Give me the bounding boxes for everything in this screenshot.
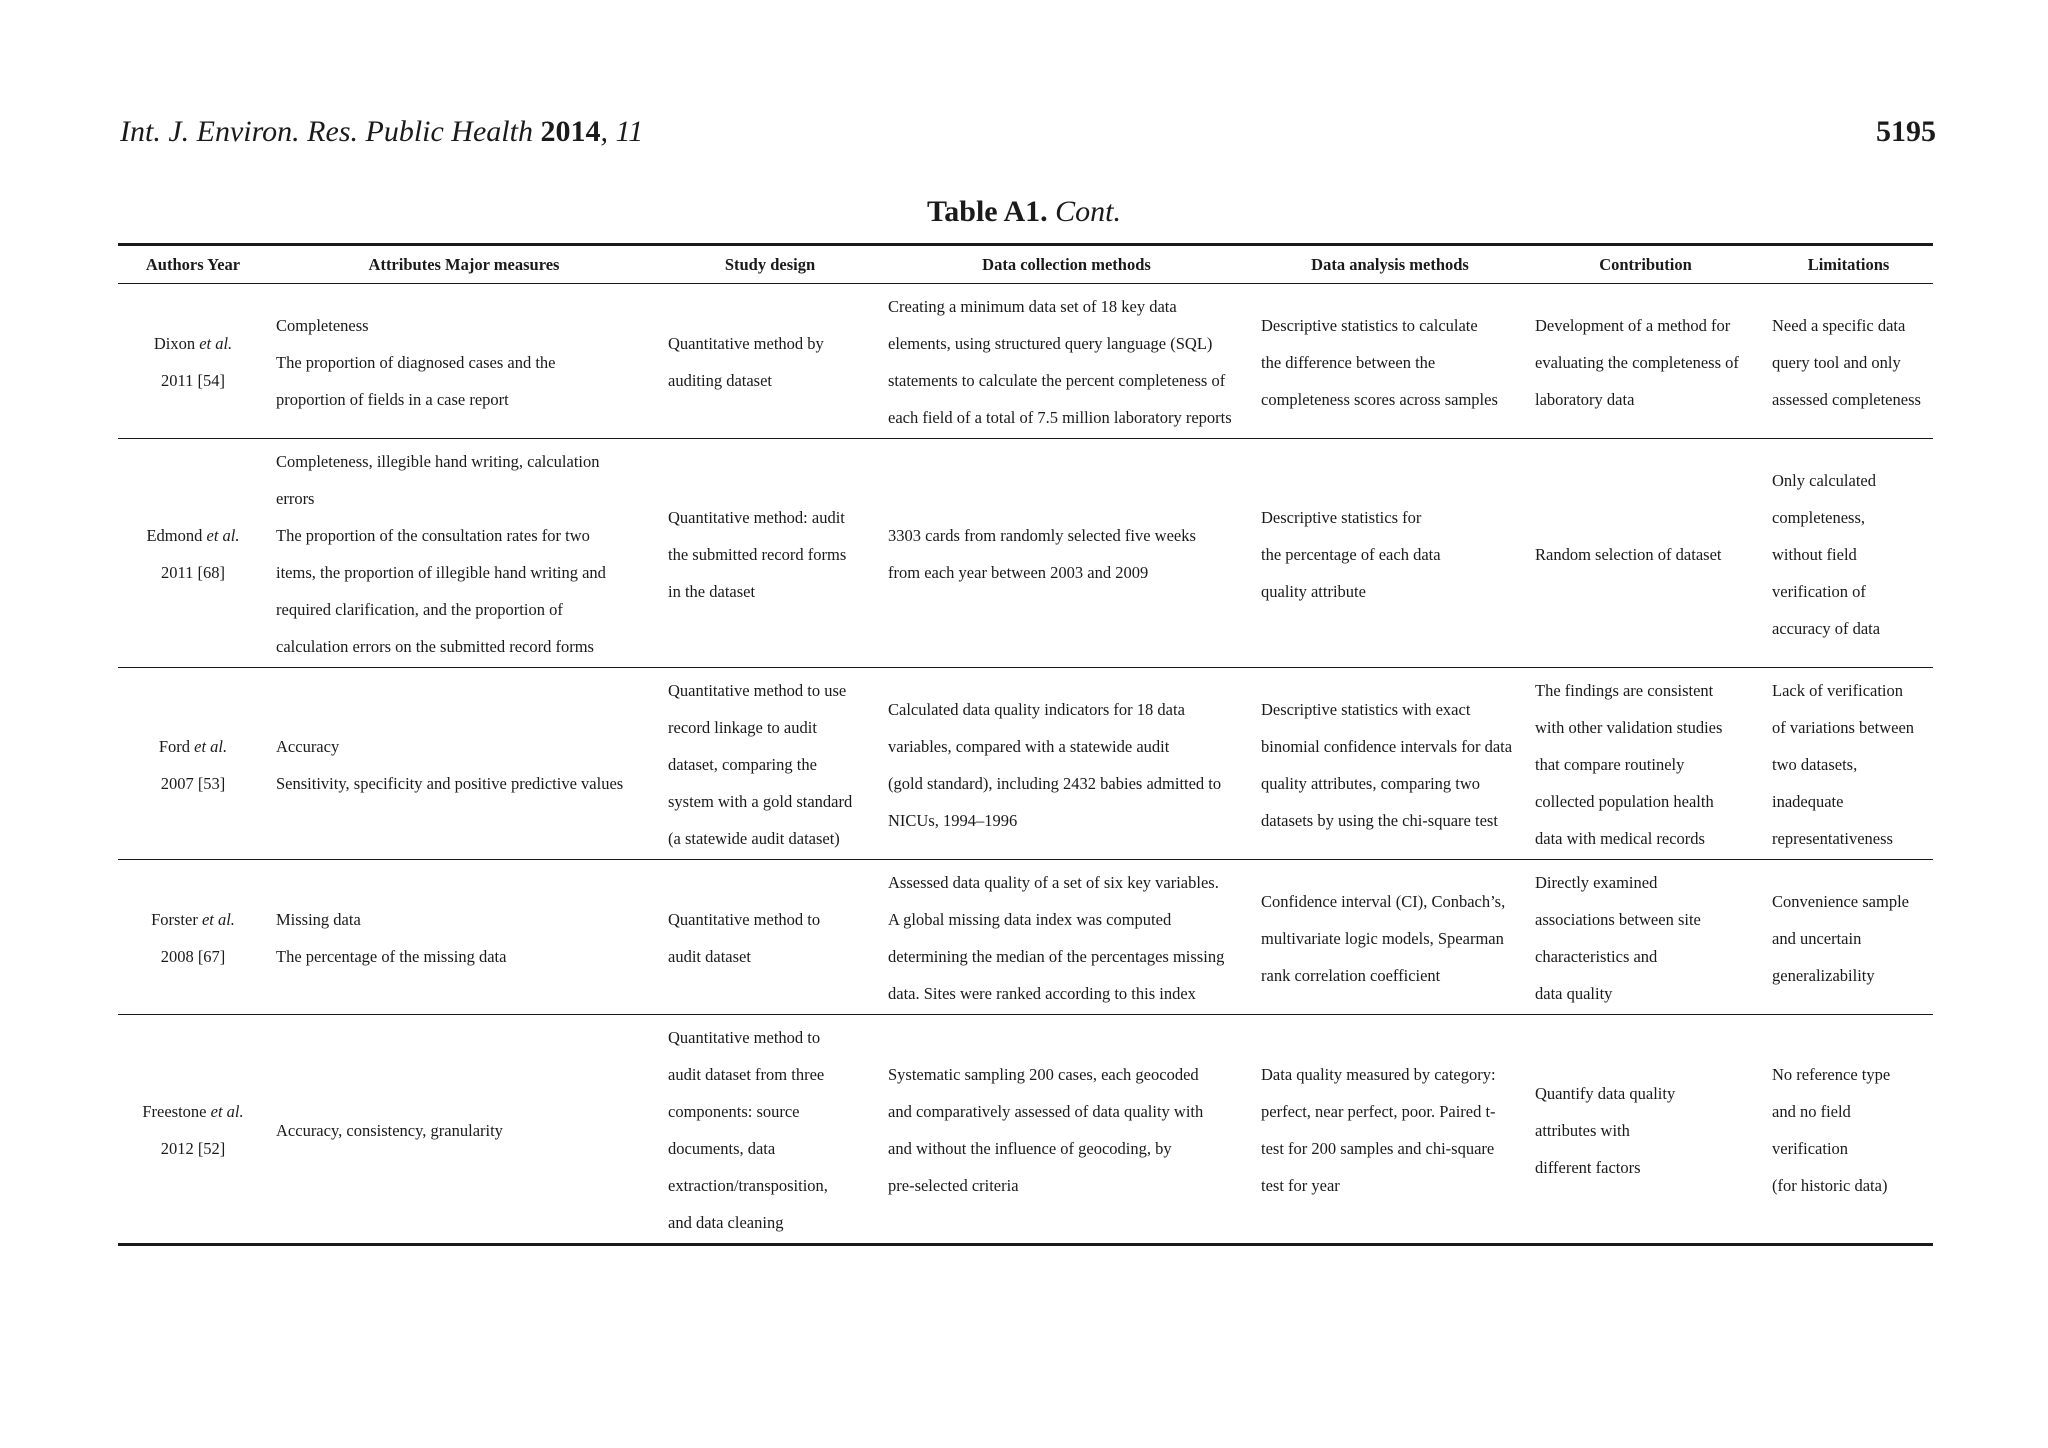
contribution-line: collected population health xyxy=(1535,792,1714,811)
design-line: and data cleaning xyxy=(668,1213,784,1232)
collection-line: NICUs, 1994–1996 xyxy=(888,810,1018,830)
contribution-cell xyxy=(1527,284,1764,439)
author-name: Ford xyxy=(158,736,191,756)
limitations-cell xyxy=(1764,1015,1933,1245)
author-cell xyxy=(118,284,268,439)
analysis-line: Descriptive statistics for xyxy=(1261,507,1422,527)
contribution-line: The findings are consistent xyxy=(1535,681,1714,700)
author-etal: et al. xyxy=(206,526,240,545)
design-line: Quantitative method to use xyxy=(668,681,847,700)
author-etal: et al. xyxy=(210,1102,244,1121)
contribution-line: laboratory data xyxy=(1535,389,1635,409)
analysis-cell xyxy=(1253,668,1527,860)
attributes-line: Accuracy xyxy=(276,736,340,756)
collection-line: Creating a minimum data set of 18 key data xyxy=(888,297,1177,316)
author-name: Forster xyxy=(151,910,198,929)
design-line: dataset, comparing the xyxy=(668,755,817,774)
table-header-row xyxy=(118,245,1933,284)
limitations-line: two datasets, xyxy=(1772,755,1858,774)
analysis-line: rank correlation coefficient xyxy=(1261,965,1441,985)
limitations-line: without field xyxy=(1772,544,1857,564)
author-name: Freestone xyxy=(142,1102,207,1121)
table-row xyxy=(118,668,1933,860)
contribution-cell xyxy=(1527,668,1764,860)
table-row xyxy=(118,439,1933,668)
author-cell xyxy=(118,1015,268,1245)
limitations-line: and uncertain xyxy=(1772,928,1862,948)
analysis-line: multivariate logic models, Spearman xyxy=(1261,928,1504,948)
analysis-line: quality attributes, comparing two xyxy=(1261,773,1481,793)
design-cell xyxy=(660,439,880,668)
analysis-cell xyxy=(1253,284,1527,439)
attributes-cell xyxy=(268,439,660,668)
collection-line: data. Sites were ranked according to this index xyxy=(888,984,1196,1003)
analysis-line: Confidence interval (CI), Conbach’s, xyxy=(1261,891,1506,911)
journal-year: 2014 xyxy=(540,115,601,148)
collection-line: Systematic sampling 200 cases, each geocoded xyxy=(888,1065,1199,1084)
limitations-line: No reference type xyxy=(1772,1065,1891,1084)
limitations-line: and no field xyxy=(1772,1102,1851,1121)
attributes-line: Sensitivity, specificity and positive predictive values xyxy=(276,773,624,793)
attributes-line: errors xyxy=(276,489,315,508)
limitations-cell xyxy=(1764,284,1933,439)
author-etal: et al. xyxy=(199,334,233,353)
design-line: system with a gold standard xyxy=(668,792,853,811)
limitations-line: completeness, xyxy=(1772,507,1866,527)
collection-line: determining the median of the percentages missing xyxy=(888,947,1225,966)
contribution-line: different factors xyxy=(1535,1157,1641,1177)
limitations-line: verification xyxy=(1772,1139,1849,1158)
limitations-cell xyxy=(1764,860,1933,1015)
collection-line: A global missing data index was computed xyxy=(888,910,1172,929)
attributes-line: items, the proportion of illegible hand writing and xyxy=(276,563,606,582)
author-cell xyxy=(118,668,268,860)
analysis-line: the difference between the xyxy=(1261,352,1436,372)
collection-cell xyxy=(880,668,1253,860)
analysis-line: test for year xyxy=(1261,1176,1340,1195)
contribution-line: attributes with xyxy=(1535,1120,1630,1140)
attributes-line: The percentage of the missing data xyxy=(276,947,507,966)
attributes-line: required clarification, and the proportion of xyxy=(276,600,563,619)
analysis-cell xyxy=(1253,860,1527,1015)
contribution-line: data with medical records xyxy=(1535,829,1705,848)
contribution-line: associations between site xyxy=(1535,910,1701,929)
design-line: Quantitative method: audit xyxy=(668,507,845,527)
collection-line: Calculated data quality indicators for 18 data xyxy=(888,699,1185,719)
limitations-cell xyxy=(1764,439,1933,668)
running-head xyxy=(120,112,1936,152)
collection-line: (gold standard), including 2432 babies admitted to xyxy=(888,773,1222,793)
column-header: Contribution xyxy=(1599,255,1692,274)
collection-cell xyxy=(880,1015,1253,1245)
design-line: record linkage to audit xyxy=(668,718,817,737)
limitations-line: generalizability xyxy=(1772,965,1875,985)
limitations-line: (for historic data) xyxy=(1772,1176,1888,1195)
limitations-line: Lack of verification xyxy=(1772,681,1904,700)
attributes-line: calculation errors on the submitted record forms xyxy=(276,637,594,656)
design-line: Quantitative method by xyxy=(668,334,824,353)
contribution-line: data quality xyxy=(1535,984,1613,1003)
author-etal: et al. xyxy=(201,910,235,929)
collection-line: variables, compared with a statewide audit xyxy=(888,736,1170,756)
column-header: Authors Year xyxy=(145,255,241,274)
table-row xyxy=(118,1015,1933,1245)
page-number: 5195 xyxy=(1876,115,1936,148)
collection-line: pre-selected criteria xyxy=(888,1176,1019,1195)
collection-line: Assessed data quality of a set of six key variables. xyxy=(888,873,1219,892)
attributes-cell xyxy=(268,668,660,860)
design-line: extraction/transposition, xyxy=(668,1176,828,1195)
contribution-line: Random selection of dataset xyxy=(1535,544,1722,564)
table-label: Table A1. xyxy=(927,195,1048,228)
limitations-line: Only calculated xyxy=(1772,470,1876,490)
attributes-cell xyxy=(268,284,660,439)
design-cell xyxy=(660,668,880,860)
contribution-line: that compare routinely xyxy=(1535,755,1685,774)
contribution-cell xyxy=(1527,860,1764,1015)
contribution-line: Quantify data quality xyxy=(1535,1083,1676,1103)
column-header: Limitations xyxy=(1807,255,1890,274)
collection-line: statements to calculate the percent completeness of xyxy=(888,371,1226,390)
table-row xyxy=(118,860,1933,1015)
analysis-line: test for 200 samples and chi-square xyxy=(1261,1139,1495,1158)
contribution-line: evaluating the completeness of xyxy=(1535,352,1739,372)
design-line: (a statewide audit dataset) xyxy=(668,829,840,848)
collection-line: 3303 cards from randomly selected five weeks xyxy=(888,526,1196,545)
column-header: Attributes Major measures xyxy=(368,255,560,274)
analysis-line: quality attribute xyxy=(1261,581,1366,601)
table-continued: Cont. xyxy=(1055,195,1121,228)
collection-line: from each year between 2003 and 2009 xyxy=(888,563,1149,582)
attributes-line: Missing data xyxy=(276,910,361,929)
design-line: auditing dataset xyxy=(668,371,773,390)
design-line: audit dataset from three xyxy=(668,1065,825,1084)
design-cell xyxy=(660,860,880,1015)
collection-cell xyxy=(880,284,1253,439)
analysis-line: perfect, near perfect, poor. Paired t- xyxy=(1261,1102,1496,1121)
author-year-ref: 2012 [52] xyxy=(160,1139,226,1158)
analysis-line: completeness scores across samples xyxy=(1261,389,1498,409)
attributes-line: Accuracy, consistency, granularity xyxy=(276,1120,503,1140)
design-cell xyxy=(660,284,880,439)
contribution-line: Directly examined xyxy=(1535,873,1658,892)
design-cell xyxy=(660,1015,880,1245)
journal-citation xyxy=(120,112,643,152)
analysis-cell xyxy=(1253,1015,1527,1245)
collection-line: and comparatively assessed of data quality with xyxy=(888,1102,1204,1121)
analysis-line: datasets by using the chi-square test xyxy=(1261,810,1498,830)
limitations-line: Need a specific data xyxy=(1772,315,1906,335)
attributes-line: Completeness, illegible hand writing, calculation xyxy=(276,452,600,471)
table-title xyxy=(0,192,2048,232)
contribution-line: Development of a method for xyxy=(1535,315,1731,335)
limitations-line: representativeness xyxy=(1772,829,1893,848)
column-header: Data analysis methods xyxy=(1311,255,1469,274)
limitations-line: of variations between xyxy=(1772,718,1915,737)
design-line: components: source xyxy=(668,1102,800,1121)
attributes-cell xyxy=(268,860,660,1015)
analysis-line: binomial confidence intervals for data xyxy=(1261,736,1513,756)
limitations-line: inadequate xyxy=(1772,792,1844,811)
limitations-cell xyxy=(1764,668,1933,860)
author-year-ref: 2011 [68] xyxy=(160,563,225,582)
design-line: documents, data xyxy=(668,1139,776,1158)
table-body xyxy=(118,284,1933,1245)
analysis-line: Data quality measured by category: xyxy=(1261,1065,1496,1084)
contribution-cell xyxy=(1527,1015,1764,1245)
author-year-ref: 2008 [67] xyxy=(160,947,226,966)
analysis-line: the percentage of each data xyxy=(1261,544,1441,564)
collection-line: each field of a total of 7.5 million laboratory reports xyxy=(888,408,1232,427)
design-line: audit dataset xyxy=(668,947,751,966)
contribution-cell xyxy=(1527,439,1764,668)
table-row xyxy=(118,284,1933,439)
limitations-line: Convenience sample xyxy=(1772,891,1909,911)
collection-line: elements, using structured query language (SQL) xyxy=(888,334,1213,353)
design-line: Quantitative method to xyxy=(668,1028,821,1047)
design-line: the submitted record forms xyxy=(668,544,847,564)
collection-cell xyxy=(880,439,1253,668)
column-header: Study design xyxy=(724,255,816,274)
analysis-line: Descriptive statistics with exact xyxy=(1261,699,1471,719)
journal-volume: , 11 xyxy=(600,115,644,148)
limitations-line: assessed completeness xyxy=(1772,389,1921,409)
limitations-line: query tool and only xyxy=(1772,352,1901,372)
author-year-ref: 2007 [53] xyxy=(160,773,226,793)
data-table xyxy=(118,243,1933,1246)
journal-name: Int. J. Environ. Res. Public Health xyxy=(120,115,533,148)
author-etal: et al. xyxy=(194,736,228,756)
limitations-line: accuracy of data xyxy=(1772,618,1881,638)
attributes-line: Completeness xyxy=(276,315,369,335)
column-header: Data collection methods xyxy=(982,255,1151,274)
analysis-line: Descriptive statistics to calculate xyxy=(1261,315,1478,335)
contribution-line: characteristics and xyxy=(1535,947,1658,966)
author-cell xyxy=(118,860,268,1015)
author-year-ref: 2011 [54] xyxy=(160,371,225,390)
contribution-line: with other validation studies xyxy=(1535,718,1723,737)
design-line: in the dataset xyxy=(668,581,756,601)
attributes-line: The proportion of the consultation rates for two xyxy=(276,526,590,545)
analysis-cell xyxy=(1253,439,1527,668)
author-name: Edmond xyxy=(146,526,203,545)
collection-cell xyxy=(880,860,1253,1015)
collection-line: and without the influence of geocoding, by xyxy=(888,1139,1172,1158)
attributes-cell xyxy=(268,1015,660,1245)
limitations-line: verification of xyxy=(1772,581,1866,601)
author-name: Dixon xyxy=(153,334,196,353)
attributes-line: The proportion of diagnosed cases and the xyxy=(276,352,556,372)
design-line: Quantitative method to xyxy=(668,910,821,929)
attributes-line: proportion of fields in a case report xyxy=(276,389,509,409)
author-cell xyxy=(118,439,268,668)
